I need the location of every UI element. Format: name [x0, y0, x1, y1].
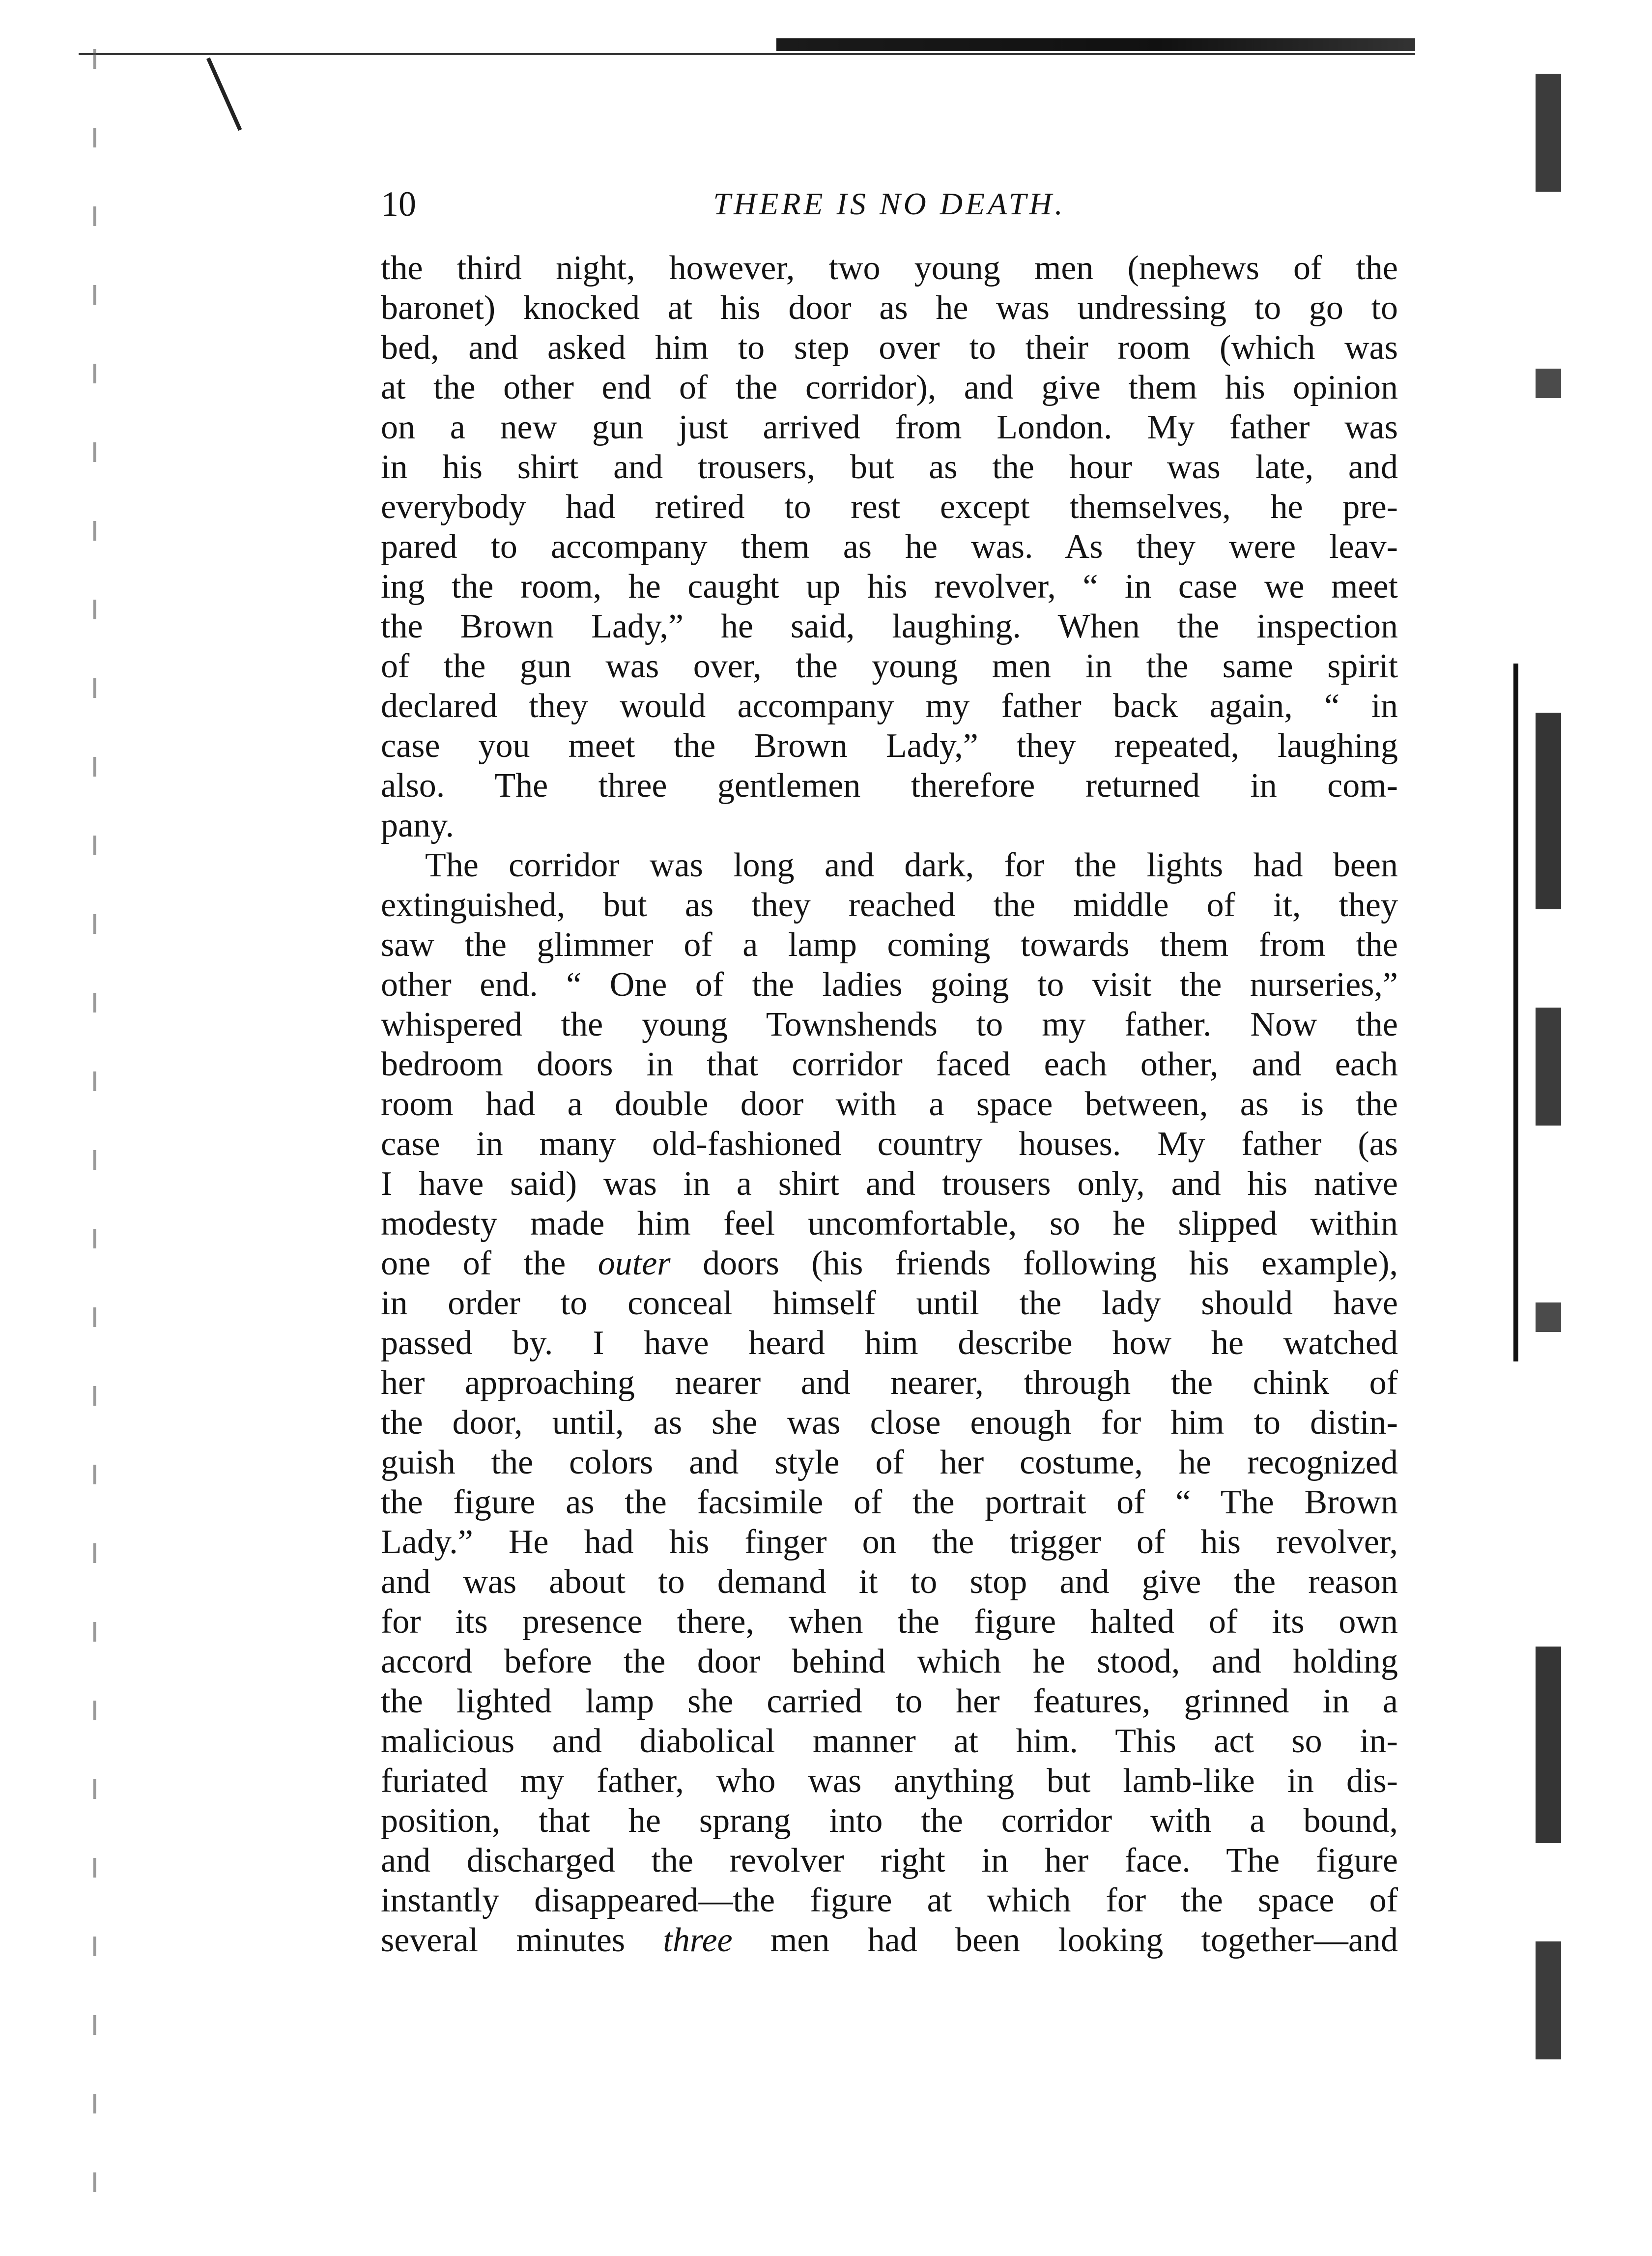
scan-artifact-rule — [79, 53, 1415, 55]
text-segment: one of the — [381, 1244, 598, 1282]
text-line: extinguished, but as they reached the middle of it, they — [381, 886, 1398, 924]
text-line: Lady.” He had his finger on the trigger of his revolver, — [381, 1523, 1398, 1561]
text-line: her approaching nearer and nearer, through the chink of — [381, 1364, 1398, 1402]
text-line: pany. — [381, 807, 455, 844]
text-line: and was about to demand it to stop and give the reason — [381, 1563, 1398, 1601]
text-line: the third night, however, two young men (nephews of the — [381, 249, 1398, 287]
text-line: declared they would accompany my father back again, “ in — [381, 687, 1398, 725]
text-line: also. The three gentlemen therefore returned in com- — [381, 767, 1398, 805]
text-line: at the other end of the corridor), and give them his opinion — [381, 369, 1398, 406]
text-line: the door, until, as she was close enough for him to distin- — [381, 1404, 1398, 1442]
text-line: bed, and asked him to step over to their room (which was — [381, 329, 1398, 367]
text-line: position, that he sprang into the corridor with a bound, — [381, 1802, 1398, 1840]
running-title: THERE IS NO DEATH. — [713, 186, 1066, 221]
text-line: malicious and diabolical manner at him. This act so in- — [381, 1722, 1398, 1760]
text-line: room had a double door with a space between, as is the — [381, 1085, 1398, 1123]
text-line-with-italic — [381, 1244, 1398, 1283]
text-line: passed by. I have heard him describe how he watched — [381, 1324, 1398, 1362]
text-line: whispered the young Townshends to my father. Now the — [381, 1006, 1398, 1043]
scan-artifact-bar — [776, 38, 1415, 51]
page-header — [381, 177, 1398, 231]
text-line: baronet) knocked at his door as he was undressing to go to — [381, 289, 1398, 327]
text-line: for its presence there, when the figure halted of its own — [381, 1603, 1398, 1641]
text-line: everybody had retired to rest except themselves, he pre- — [381, 488, 1398, 526]
body-text — [381, 248, 1398, 1960]
paragraph-start-line: The corridor was long and dark, for the lights had been — [425, 846, 1398, 884]
text-segment: several minutes — [381, 1921, 663, 1959]
text-line: instantly disappeared—the figure at which for the space of — [381, 1881, 1398, 1919]
scan-artifact-right-edge-line — [1513, 664, 1518, 1361]
text-line: the lighted lamp she carried to her features, grinned in a — [381, 1682, 1398, 1720]
page-number: 10 — [381, 184, 416, 224]
italic-word: three — [663, 1921, 733, 1959]
text-line: ing the room, he caught up his revolver, “ in case we meet — [381, 568, 1398, 606]
text-line: furiated my father, who was anything but lamb-like in dis- — [381, 1762, 1398, 1800]
text-line: in his shirt and trousers, but as the hour was late, and — [381, 448, 1398, 486]
text-line: in order to conceal himself until the lady should have — [381, 1284, 1398, 1322]
text-line: the Brown Lady,” he said, laughing. When the inspection — [381, 607, 1398, 645]
text-segment: doors (his friends following his example), — [670, 1244, 1398, 1282]
text-line: on a new gun just arrived from London. My father was — [381, 408, 1398, 446]
text-line: of the gun was over, the young men in the same spirit — [381, 647, 1398, 685]
text-line: other end. “ One of the ladies going to visit the nurseries,” — [381, 966, 1398, 1004]
text-line-with-italic — [381, 1920, 1398, 1960]
text-line: I have said) was in a shirt and trousers only, and his native — [381, 1165, 1398, 1203]
text-line: the figure as the facsimile of the portrait of “ The Brown — [381, 1483, 1398, 1521]
text-line: modesty made him feel uncomfortable, so he slipped within — [381, 1205, 1398, 1243]
text-line: case in many old-fashioned country houses. My father (as — [381, 1125, 1398, 1163]
text-line: and discharged the revolver right in her face. The figure — [381, 1842, 1398, 1880]
text-line: bedroom doors in that corridor faced each other, and each — [381, 1045, 1398, 1083]
scan-artifact-left-edge — [93, 49, 96, 2212]
text-segment: men had been looking together—and — [732, 1921, 1398, 1959]
scan-artifact-right-edge — [1536, 74, 1561, 2187]
text-line: pared to accompany them as he was. As they were leav- — [381, 528, 1398, 566]
text-line: case you meet the Brown Lady,” they repeated, laughing — [381, 727, 1398, 765]
text-line: guish the colors and style of her costume, he recognized — [381, 1444, 1398, 1481]
text-line: saw the glimmer of a lamp coming towards them from the — [381, 926, 1398, 964]
scan-artifact-mark — [206, 58, 242, 131]
italic-word: outer — [598, 1244, 671, 1282]
text-line: accord before the door behind which he stood, and holding — [381, 1643, 1398, 1680]
